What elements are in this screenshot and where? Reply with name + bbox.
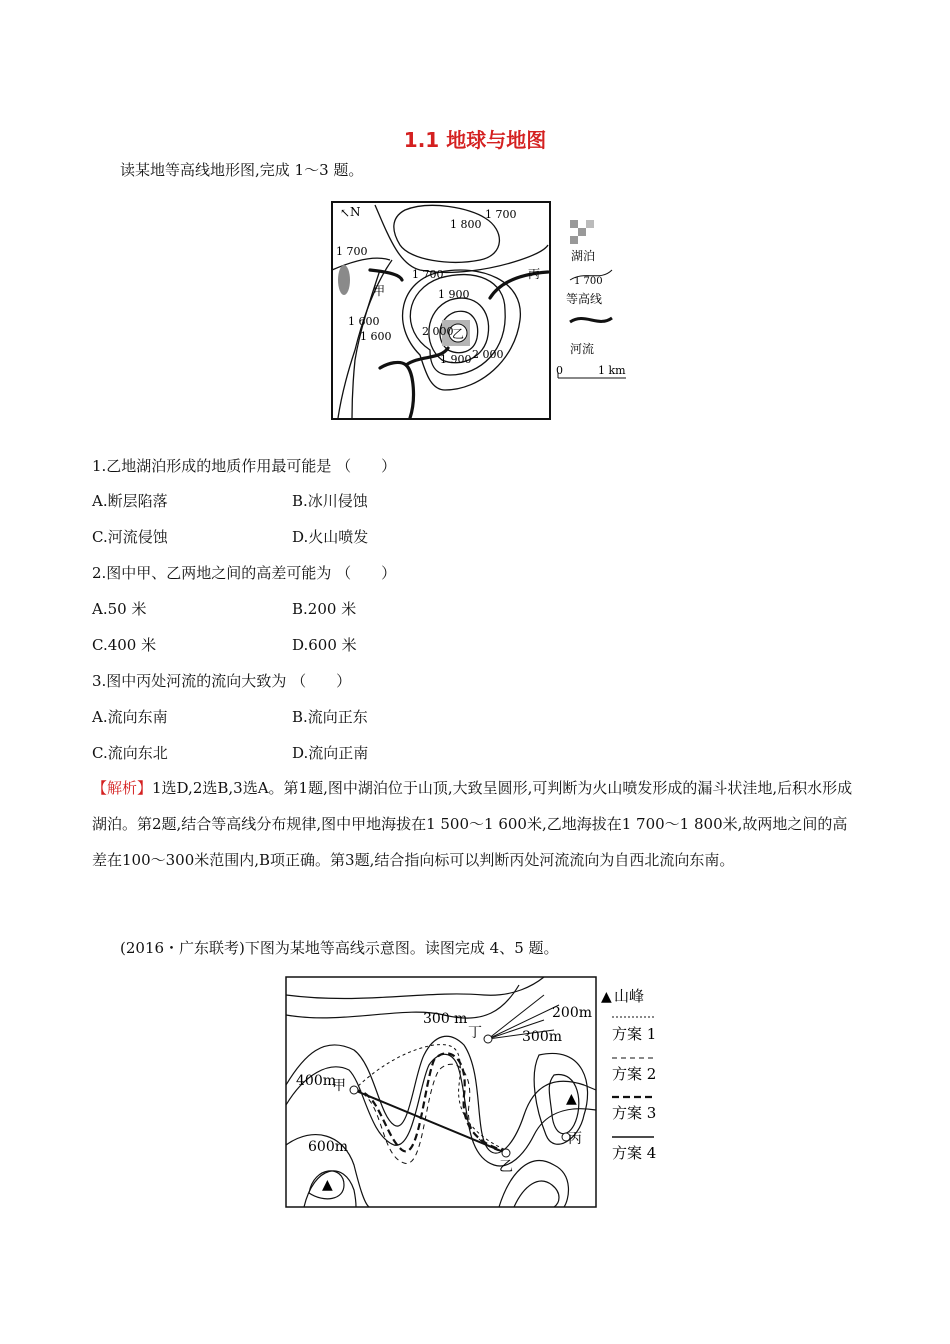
map2-legend <box>601 987 656 1162</box>
legend-lake: 湖泊 <box>571 249 596 263</box>
scale-zero: 0 <box>556 364 563 377</box>
map1-c2000b: 2 000 <box>472 348 504 361</box>
legend-peak-icon: ▲ <box>601 989 612 1005</box>
legend-peak: 山峰 <box>614 987 645 1005</box>
scale-km: 1 km <box>598 364 626 377</box>
q2-option-a: A.50 米 <box>92 600 147 618</box>
map1-c1800: 1 800 <box>450 218 482 231</box>
legend-plan4: 方案 4 <box>612 1144 657 1162</box>
q3-option-c: C.流向东北 <box>92 744 168 762</box>
point-jia <box>350 1086 358 1094</box>
q3-option-b: B.流向正东 <box>292 708 368 726</box>
q2-option-d: D.600 米 <box>292 636 357 654</box>
map1-c1900a: 1 900 <box>438 288 470 301</box>
contour-map-2 <box>284 975 664 1210</box>
page-title: 1.1 地球与地图 <box>403 128 547 152</box>
q1-option-b: B.冰川侵蚀 <box>292 492 368 510</box>
map2-c600: 600m <box>308 1139 348 1155</box>
point-ding <box>484 1035 492 1043</box>
map1-c1600b: 1 600 <box>360 330 392 343</box>
map1-c1700c: 1 700 <box>412 268 444 281</box>
legend-contour-value: 1 700 <box>574 276 603 287</box>
map1-c2000a: 2 000 <box>422 325 454 338</box>
legend-river: 河流 <box>570 342 595 356</box>
map2-c400: 400m <box>296 1073 336 1089</box>
map1-c1600a: 1 600 <box>348 315 380 328</box>
q3-stem: 3.图中丙处河流的流向大致为 （ ） <box>92 672 352 690</box>
map1-c1700a: 1 700 <box>485 208 517 221</box>
map1-yi: 乙 <box>452 327 465 341</box>
map1-frame <box>332 202 550 419</box>
q2-option-c: C.400 米 <box>92 636 157 654</box>
intro-2: (2016・广东联考)下图为某地等高线示意图。读图完成 4、5 题。 <box>120 939 559 957</box>
map2-ding: 丁 <box>468 1025 482 1041</box>
peak-icon-2: ▲ <box>322 1177 333 1193</box>
q3-option-a: A.流向东南 <box>92 708 168 726</box>
q2-option-b: B.200 米 <box>292 600 357 618</box>
map1-bing: 丙 <box>528 267 541 281</box>
peak-icon-1: ▲ <box>566 1091 577 1107</box>
q1-stem: 1.乙地湖泊形成的地质作用最可能是 （ ） <box>92 457 397 475</box>
lake-jia-shape <box>338 265 350 295</box>
map1-c1900b: 1 900 <box>440 353 472 366</box>
analysis-tag: 【解析】 <box>92 779 153 797</box>
map2-yi: 乙 <box>499 1159 513 1175</box>
map1-legend <box>556 220 626 378</box>
q3-option-d: D.流向正南 <box>292 744 369 762</box>
map2-c300a: 300 m <box>423 1011 468 1027</box>
contour-map-1 <box>330 200 630 422</box>
analysis <box>92 770 862 878</box>
legend-plan1: 方案 1 <box>612 1025 657 1043</box>
map1-north: N <box>350 205 361 219</box>
q1-option-a: A.断层陷落 <box>92 492 168 510</box>
legend-plan2: 方案 2 <box>612 1065 657 1083</box>
q2-stem: 2.图中甲、乙两地之间的高差可能为 （ ） <box>92 564 397 582</box>
map1-jia: 甲 <box>373 284 386 298</box>
legend-contour: 等高线 <box>566 292 603 306</box>
point-yi <box>502 1149 510 1157</box>
map2-jia: 甲 <box>332 1078 346 1094</box>
north-arrow-icon: ↖ <box>340 206 351 220</box>
q1-option-d: D.火山喷发 <box>292 528 369 546</box>
map2-c300b: 300m <box>522 1029 562 1045</box>
map2-c200: 200m <box>552 1005 592 1021</box>
analysis-text: 1选D,2选B,3选A。第1题,图中湖泊位于山顶,大致呈圆形,可判断为火山喷发形成的漏斗状洼地,后积水形成湖泊。第2题,结合等高线分布规律,图中甲地海拔在1 500～1 600米,乙地海拔在1 700～1 800米,故两地之间的高差在100～300米范围内,B项正确。第3题,结合指向标可以判断丙处河流流向为自西北流向东南。 <box>92 779 853 869</box>
q1-option-c: C.河流侵蚀 <box>92 528 168 546</box>
legend-plan3: 方案 3 <box>612 1104 657 1122</box>
map2-bing: 丙 <box>568 1131 582 1147</box>
intro-1: 读某地等高线地形图,完成 1～3 题。 <box>120 161 364 179</box>
map1-c1700b: 1 700 <box>336 245 368 258</box>
